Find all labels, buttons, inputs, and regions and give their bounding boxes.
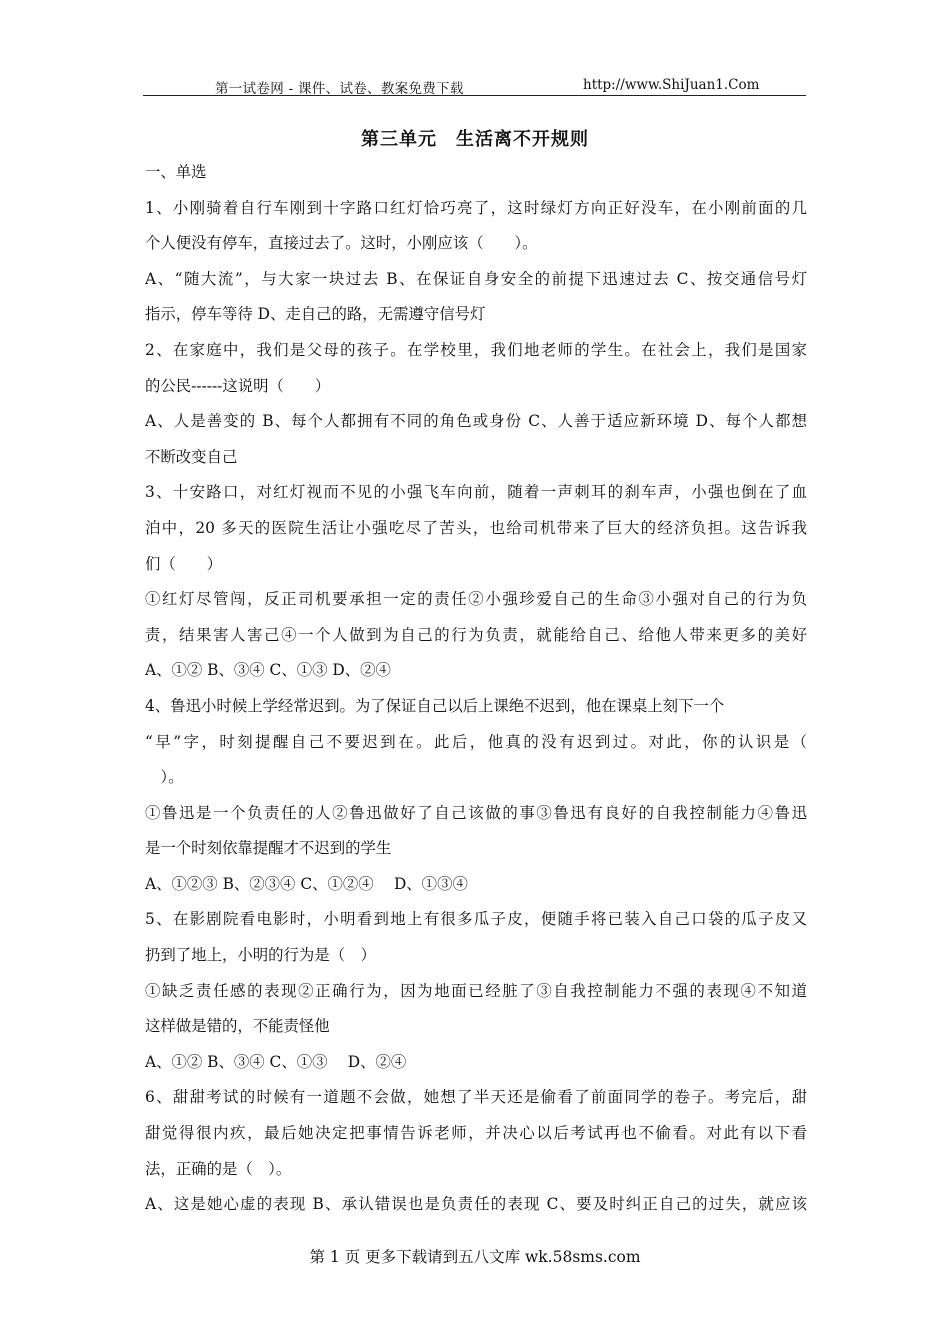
text-line: 的公民------这说明（ ） — [145, 376, 331, 395]
text-line: 不断改变自己 — [145, 447, 238, 466]
text-line: A、①② B、③④ C、①③ D、②④ — [145, 661, 391, 680]
text-line: “早”字，时刻提醒自己不要迟到在。此后，他真的没有迟到过。对此，你的认识是（ — [145, 732, 807, 751]
text-line: 1、小刚骑着自行车刚到十字路口红灯恰巧亮了，这时绿灯方向正好没车，在小刚前面的几 — [145, 198, 807, 217]
text-line: A、①② B、③④ C、①③ D、②④ — [145, 1052, 407, 1071]
text-line: 责，结果害人害己④一个人做到为自己的行为负责，就能给自己、给他人带来更多的美好 — [145, 625, 807, 644]
page-footer: 第 1 页 更多下载请到五八文库 wk.58sms.com — [309, 1248, 641, 1266]
page-header — [143, 74, 806, 96]
text-line: 个人便没有停车，直接过去了。这时，小刚应该（ ）。 — [145, 234, 538, 253]
document-body — [145, 155, 807, 1223]
section-heading: 一、单选 — [145, 163, 207, 181]
text-line: A、“随大流”，与大家一块过去 B、在保证自身安全的前提下迅速过去 C、按交通信号灯 — [145, 269, 807, 288]
text-line: 扔到了地上，小明的行为是（ ） — [145, 946, 376, 965]
text-line: 们（ ） — [145, 554, 222, 573]
text-line: 泊中，20 多天的医院生活让小强吃尽了苦头，也给司机带来了巨大的经济负担。这告诉我 — [145, 518, 807, 537]
text-line: 法，正确的是（ ）。 — [145, 1159, 292, 1178]
text-line: ）。 — [145, 768, 184, 787]
text-line: 指示，停车等待 D、走自己的路，无需遵守信号灯 — [145, 305, 486, 324]
text-line: 3、十安路口，对红灯视而不见的小强飞车向前，随着一声刺耳的刹车声，小强也倒在了血 — [145, 483, 807, 502]
text-line: ①缺乏责任感的表现②正确行为，因为地面已经脏了③自我控制能力不强的表现④不知道 — [145, 981, 807, 1000]
text-line: ①红灯尽管闯，反正司机要承担一定的责任②小强珍爱自己的生命③小强对自己的行为负 — [145, 590, 807, 609]
text-line: 6、甜甜考试的时候有一道题不会做，她想了半天还是偷看了前面同学的卷子。考完后，甜 — [145, 1088, 807, 1107]
text-line: 5、在影剧院看电影时，小明看到地上有很多瓜子皮，便随手将已装入自己口袋的瓜子皮又 — [145, 910, 807, 929]
text-line: 是一个时刻依靠提醒才不迟到的学生 — [145, 839, 392, 858]
text-line: 甜觉得很内疚，最后她决定把事情告诉老师，并决心以后考试再也不偷看。对此有以下看 — [145, 1124, 807, 1143]
header-site-name: 第一试卷网 - 课件、试卷、教案免费下载 — [215, 81, 464, 97]
text-line: 2、在家庭中，我们是父母的孩子。在学校里，我们地老师的学生。在社会上，我们是国家 — [145, 340, 807, 359]
text-line: ①鲁迅是一个负责任的人②鲁迅做好了自己该做的事③鲁迅有良好的自我控制能力④鲁迅 — [145, 803, 807, 822]
header-url: http://www.ShiJuan1.Com — [583, 77, 760, 93]
text-line: A、这是她心虚的表现 B、承认错误也是负责任的表现 C、要及时纠正自己的过失，就应该 — [145, 1195, 807, 1214]
text-line: A、①②③ B、②③④ C、①②④ D、①③④ — [145, 874, 468, 893]
text-line: 这样做是错的，不能责怪他 — [145, 1017, 330, 1036]
text-line: A、人是善变的 B、每个人都拥有不同的角色或身份 C、人善于适应新环境 D、每个人都想 — [145, 412, 807, 431]
document-title: 第三单元 生活离不开规则 — [361, 129, 589, 150]
text-line: 4、鲁迅小时候上学经常迟到。为了保证自己以后上课绝不迟到，他在课桌上刻下一个 — [145, 696, 725, 715]
